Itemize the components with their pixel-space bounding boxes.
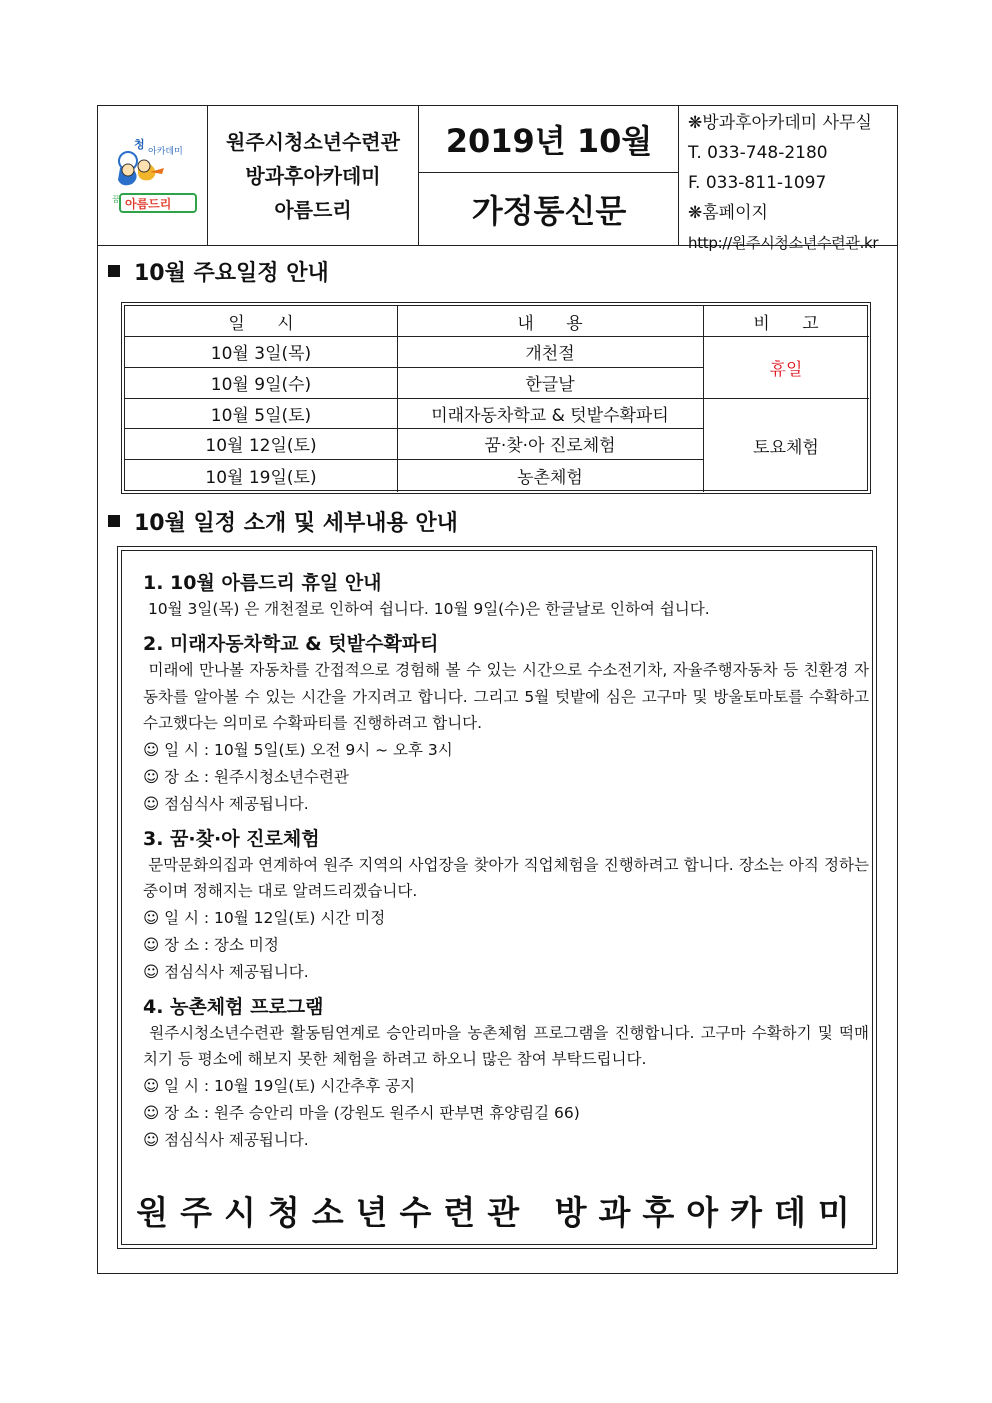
- item-2-lunch: ☺ 점심식사 제공됩니다.: [143, 794, 309, 813]
- item-1-title: 1. 10월 아름드리 휴일 안내: [143, 572, 382, 594]
- item-4-place: ☺ 장 소 : 원주 승안리 마을 (강원도 원주시 판부면 휴양림길 66): [143, 1103, 580, 1122]
- office-label: ❋방과후아카데미 사무실: [688, 113, 872, 133]
- item-3-title: 3. 꿈·찾·아 진로체험: [143, 827, 320, 850]
- footer-signature: 원주시청소년수련관 방과후아카데미: [136, 1193, 862, 1232]
- item-2-title: 2. 미래자동차학교 & 텃밭수확파티: [143, 632, 439, 655]
- schedule-heading: [108, 256, 329, 287]
- table-cell-content: 농촌체험: [517, 468, 583, 488]
- item-4-body: 원주시청소년수련관 활동팀연계로 승안리마을 농촌체험 프로그램을 진행합니다. 고구마 수확하기 및 떡매치기 등 평소에 해보지 못한 체험을 하려고 하오니 많은 참여 부탁드립니다.: [143, 1023, 869, 1069]
- schedule-table: [121, 302, 871, 494]
- contact-info: [679, 106, 897, 252]
- detail-heading-text: 10월 일정 소개 및 세부내용 안내: [134, 511, 458, 536]
- item-2-date: ☺ 일 시 : 10월 5일(토) 오전 9시 ~ 오후 3시: [143, 741, 453, 760]
- phone-number: T. 033-748-2180: [688, 143, 828, 163]
- table-cell-content: 개천절: [525, 344, 575, 364]
- item-2-body: 미래에 만나볼 자동차를 간접적으로 경험해 볼 수 있는 시간으로 수소전기차, 자율주행자동차 등 친환경 자동차를 알아볼 수 있는 시간을 가지려고 합니다. 그리고 5월 텃밭에 심은 고구마 및 방울토마토를 수확하고 수고했다는 의미로 수확파티를 진행하려고 합니다.: [143, 660, 874, 733]
- remark-saturday-experience: 토요체험: [753, 437, 819, 458]
- org-line-2: 방과후아카데미: [245, 163, 381, 188]
- table-cell-date: 10월 12일(토): [205, 436, 317, 456]
- item-3-date: ☺ 일 시 : 10월 12일(토) 시간 미정: [143, 909, 386, 928]
- table-cell-date: 10월 9일(수): [210, 375, 312, 395]
- homepage-label: ❋홈페이지: [688, 203, 768, 223]
- schedule-heading-text: 10월 주요일정 안내: [134, 261, 329, 286]
- fax-number: F. 033-811-1097: [688, 173, 827, 193]
- detail-box-inner: [121, 550, 873, 1245]
- item-2-place: ☺ 장 소 : 원주시청소년수련관: [143, 767, 349, 786]
- square-bullet-icon: [108, 515, 120, 527]
- schedule-table-inner: [124, 305, 868, 491]
- org-line-1: 원주시청소년수련관: [226, 129, 400, 154]
- square-bullet-icon: [108, 265, 120, 277]
- detail-content: [143, 570, 874, 1154]
- year-month: 2019년 10월: [419, 106, 679, 173]
- academy-logo-icon: [98, 106, 208, 245]
- svg-text:아카데미: 아카데미: [148, 147, 183, 157]
- item-4-lunch: ☺ 점심식사 제공됩니다.: [143, 1130, 309, 1149]
- logo-cell: [98, 106, 208, 245]
- homepage-link[interactable]: http://원주시청소년수련관.kr: [688, 234, 879, 252]
- column-header-remark: 비 고: [753, 313, 819, 334]
- column-header-date: 일 시: [228, 313, 294, 334]
- title-cell: [419, 106, 679, 245]
- svg-text:꿈: 꿈: [112, 195, 120, 204]
- org-line-3: 아름드리: [274, 197, 352, 222]
- column-header-content: 내 용: [517, 313, 583, 334]
- table-cell-content: 미래자동차학교 & 텃밭수확파티: [431, 405, 669, 426]
- remark-holiday: 휴일: [769, 359, 803, 380]
- item-3-lunch: ☺ 점심식사 제공됩니다.: [143, 962, 309, 981]
- table-cell-content: 한글날: [525, 375, 575, 395]
- item-3-place: ☺ 장 소 : 장소 미정: [143, 935, 279, 954]
- item-4-date: ☺ 일 시 : 10월 19일(토) 시간추후 공지: [143, 1077, 416, 1096]
- detail-box: [117, 546, 877, 1249]
- detail-heading: [108, 506, 458, 537]
- table-cell-date: 10월 3일(목): [210, 344, 312, 364]
- table-cell-content: 꿈·찾·아 진로체험: [484, 436, 616, 456]
- svg-text:청: 청: [134, 138, 145, 151]
- document-title: 가정통신문: [471, 191, 627, 230]
- organization-name: [208, 106, 419, 245]
- table-cell-date: 10월 19일(토): [205, 468, 317, 488]
- item-4-title: 4. 농촌체험 프로그램: [143, 995, 324, 1018]
- header: [98, 106, 897, 252]
- newsletter-frame: [97, 105, 898, 1274]
- item-1-body: 10월 3일(목) 은 개천절로 인하여 쉽니다. 10월 9일(수)은 한글날로 인하여 쉽니다.: [143, 600, 710, 618]
- svg-text:아름드리: 아름드리: [125, 197, 172, 211]
- item-3-body: 문막문화의집과 연계하여 원주 지역의 사업장을 찾아가 직업체험을 진행하려고 합니다. 장소는 아직 정하는 중이며 정해지는 대로 알려드리겠습니다.: [143, 855, 874, 901]
- table-cell-date: 10월 5일(토): [210, 405, 312, 426]
